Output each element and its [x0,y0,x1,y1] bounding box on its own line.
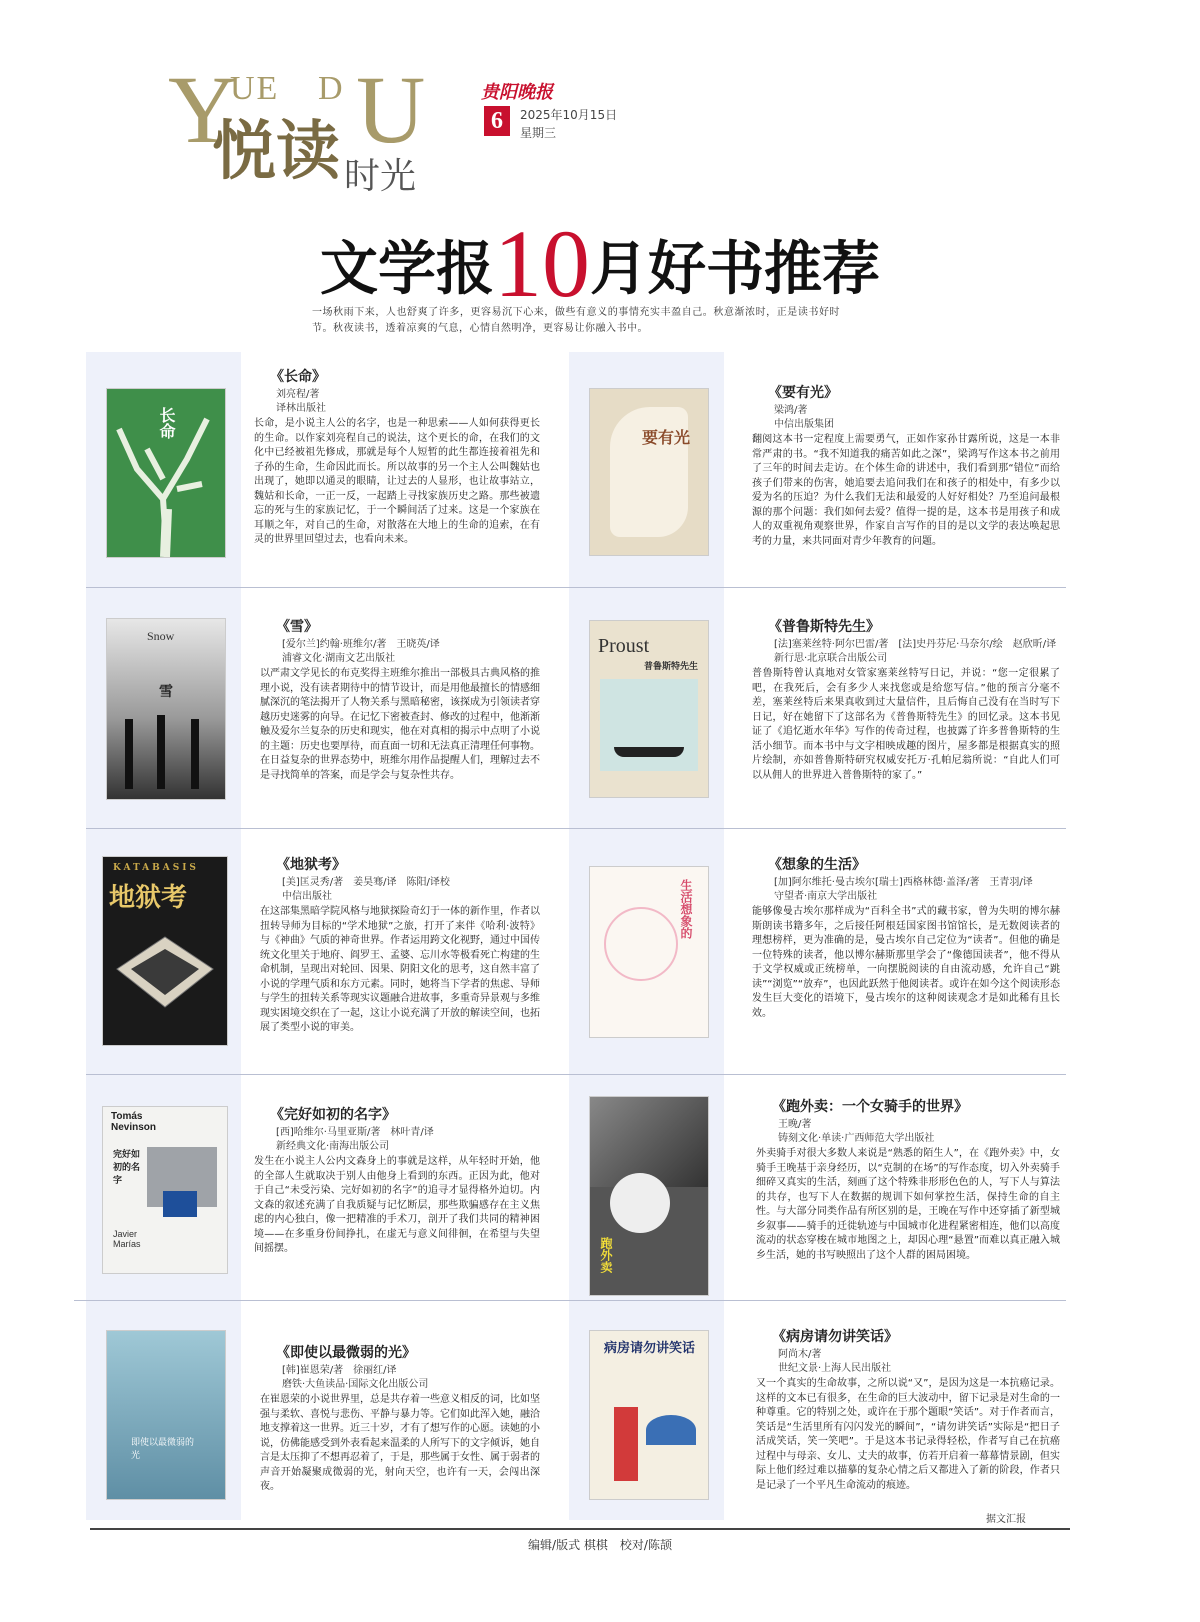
book-description: 在这部集黑暗学院风格与地狱探险奇幻于一体的新作里，作者以扭转导师为目标的“学术地狱”之旅，打开了来伴《哈利·波特》与《神曲》气质的神奇世界。作者运用跨文化视野，通过中国传统文化里关于地府、阎罗王、孟婆、忘川水等极看死亡构建的生命机制，呈现出对轮回、因果、阴阳文化的思考，这自然丰富了小说的学理气质和东方元素。同时，她将当下学者的焦虑、导师与学生的扭转关系等现实议题融合进故事，多重奇异景观与多维现实困境交织在了一起，这让小说充满了开放的解读空间，也拓展了类型小说的审美。 [260,906,540,1033]
cover-tomas-nevinson [102,1106,228,1274]
book-author: 王晚/著 [778,1119,812,1130]
book-description: 能够像曼古埃尔那样成为“百科全书”式的藏书家，曾为失明的博尔赫斯朗读书籍多年，之后接任阿根廷国家图书馆馆长，是无数阅读者的理想榜样，更为准确的是，曼古埃尔自己定位为“读者”。但他的确是一位特殊的读者，他以博尔赫斯那里学会了“像德国读者”，他不得从于文学权威或正统榜单，一向摆脱阅读的自由流动感，允许自己“跳读”“浏览”“放弃”，也因此跃然于他阅读者。或许在如今这个阅读形态发生巨大变化的语境下，曼古埃尔的这种阅读观念才是如此稀有且长效。 [752,906,1060,1019]
book-publisher: 新行思·北京联合出版公司 [774,653,888,664]
book-entry [260,1342,540,1495]
cover-gate-bar [191,719,199,789]
book-author: [美]匡灵秀/著 姜昊骞/译 陈阳/译校 [282,877,450,888]
book-author: [法]塞莱丝特·阿尔巴雷/著 [法]史丹芬尼·马奈尔/绘 赵欣昕/译 [774,639,1057,650]
book-publisher: 磨铁·大鱼读品·国际文化出版公司 [282,1379,429,1390]
book-author: [加]阿尔维托·曼古埃尔[瑞士]西格林德·盖泽/著 王青羽/译 [774,877,1033,888]
book-author: [爱尔兰]约翰·班维尔/著 王晓英/译 [282,639,440,650]
gondola-icon [614,747,684,757]
book-entry [752,382,1060,549]
book-title: 《雪》 [276,619,318,635]
cover-circle-graphic [604,907,678,981]
cover-proust [589,620,709,798]
row-divider [86,828,1066,829]
book-entry [260,616,540,783]
book-publisher: 新经典文化·南海出版公司 [276,1141,390,1152]
book-description: 又一个真实的生命故事，之所以说“又”，是因为这是一本抗癌记录。这样的文本已有很多，在生命的巨大波动中，留下记录是对生命的一种尊重。它的特别之处，或许在于那个题眼“笑话”。对于作者而言，笑话是“生活里所有闪闪发光的瞬间”，“请勿讲笑话”实际是“把日子活成笑话，笑一笑吧”。于是这本书记录得轻松，作者写自己在抗癌过程中与母亲、女儿、丈夫的故事，仿若开启着一幕幕情景剧，但实际上他们经过难以描摹的复杂心情之后又都进入了新的阶段，作者只是记录了一个平凡生命流动的痕迹。 [756,1378,1060,1491]
cover-title-text: 即使以最微弱的光 [131,1438,195,1461]
cover-snow [106,618,226,800]
masthead-shiguang: 时光 [344,156,417,197]
book-publisher: 译林出版社 [276,403,326,414]
cover-blue-block [163,1191,197,1217]
cover-title-text: 要有光 [642,428,691,447]
cover-katabasis [102,856,228,1046]
row-divider [86,587,1066,588]
cover-bed-shape [646,1415,696,1445]
book-title: 《跑外卖：一个女骑手的世界》 [772,1099,968,1115]
masthead-yuedu: 悦读 [212,115,340,189]
labyrinth-tower-icon [103,857,227,1045]
book-description: 翻阅这本书一定程度上需要勇气，正如作家孙甘露所说，这是一本非常严肃的书。“我不知道我的痛苦如此之深”，梁鸿写作这本书之前用了三年的时间去走访。在个体生命的讲述中，我们看到那“错位”而给孩子们带来的伤害，她追要去追问我们在和孩子的相处中，有多少以爱为名的压迫？为什么我们无法和最爱的人好好相处？乃至追问最根源的那个问题：我们如何去爱？值得一提的是，这本书是用孩子和成人的双重视角观察世界，作家自言写作的目的是以文学的表达唤起思考的力量，来共同面对青少年教育的问题。 [752,434,1060,547]
book-entry [752,616,1060,783]
masthead-letter-u: U [356,56,426,163]
cover-gate-bar [125,719,133,789]
footer-rule [90,1528,1070,1530]
cover-faintest-light [106,1330,226,1500]
book-title: 《普鲁斯特先生》 [768,619,880,635]
cover-changming [106,388,226,558]
cover-title-text: 雪 [159,684,173,700]
book-title: 《想象的生活》 [768,857,866,873]
book-publisher: 守望者·南京大学出版社 [774,891,878,902]
cover-venice-illustration [600,679,698,771]
masthead-letter-y: Y [168,56,238,163]
book-publisher: 铸刻文化·单读·广西师范大学出版社 [778,1133,935,1144]
cover-ward-jokes [589,1330,709,1500]
cover-title-en: Proust [598,635,650,657]
book-description: 外卖骑手对很大多数人来说是“熟悉的陌生人”，在《跑外卖》中，女骑手王晚基于亲身经历，以“克制的在场”的写作态度，切入外卖骑手细碎又真实的生活，刻画了这个特殊非形形色色的人，写下人与算法的共存，也写下人在数据的规训下如何掌控生活，保持生命的自主性。与大部分同类作品有所区别的是，王晚在写作中还穿插了新型城乡叙事——骑手的迁徙轨迹与中国城市化进程紧密相连，他们以高度流动的状态穿梭在城市地图之上，却因心理“悬置”而难以真正融入城乡生活，她的书写映照出了这个人群的困局困境。 [756,1148,1060,1261]
masthead-letter-d: D [318,70,343,107]
book-entry [260,854,540,1036]
row-divider [74,1300,1066,1301]
cover-door-shape [614,1407,638,1481]
cover-paowaimai [589,1096,709,1296]
book-entry [756,1326,1060,1493]
cover-title-en: KATABASIS [113,863,199,873]
rider-illustration-icon [610,1173,670,1233]
book-author: 梁鸿/著 [774,405,808,416]
book-description: 发生在小说主人公内文森身上的事就是这样，从年轻时开始，他的全部人生就取决于别人由他身上看到的东西。正因为此，他对于自己“未受污染、完好如初的名字”的追寻才显得格外迫切。内文森的叙述充满了自我质疑与记忆断层，那些欺骗感存在主义焦虑的内心独白，像一把精准的手术刀，剖开了我们共同的精神困境——在多重身份间挣扎，在虚无与意义间徘徊，在希望与失望间摇摆。 [254,1156,540,1254]
cover-gate-bar [157,715,165,789]
masthead-letters-ue: UE [230,70,280,107]
cover-yaoyouguang [589,388,709,556]
cover-title-text: 长命 [157,407,176,439]
book-title: 《完好如初的名字》 [270,1107,396,1123]
book-author: 阿尚木/著 [778,1349,822,1360]
cover-title-en: Tomás Nevinson [111,1111,157,1133]
book-author: [韩]崔恩荣/著 徐丽红/译 [282,1365,397,1376]
cover-subtitle: 普鲁斯特先生 [644,662,699,672]
book-description: 长命，是小说主人公的名字，也是一种思索——人如何获得更长的生命。以作家刘亮程自己的说法，这个更长的命，在我们的文化中已经被祖先修成，那就是每个人短暂的此生都连接着祖先和子孙的生命，生命因此而长。所以故事的另一个主人公叫魏姑也出现了，她即以通灵的眼睛，让过去的人显形，也让故事站立，魏姑和长命，一正一反，一起踏上寻找家族历史之路。那些被遗忘的死与生的家族记忆，于一个瞬间活了过来。这是一个家族在耳顺之年，对自己的生命，对散落在大地上的生命的追索，在有灵的世界里回望过去，也看向未来。 [254,418,540,545]
newspaper-name: 贵阳晚报 [481,82,553,103]
publication-weekday: 星期三 [520,126,557,140]
cover-title-text: 地狱考 [109,883,188,913]
book-entry [254,1104,540,1257]
page-headline [0,208,1200,319]
page-number-badge: 6 [484,106,510,136]
intro-paragraph: 一场秋雨下来，人也舒爽了许多，更容易沉下心来，做些有意义的事情充实丰盈自己。秋意渐浓时，正是读书好时节。秋夜读书，透着凉爽的气息，心情自然明净，更容易让你融入书中。 [312,307,840,334]
book-publisher: 浦睿文化·湖南文艺出版社 [282,653,396,664]
book-title: 《地狱考》 [276,857,346,873]
cover-imagined-life [589,866,709,1038]
book-title: 《要有光》 [768,385,838,401]
headline-month-number: 10 [494,210,590,317]
cover-author-en: Javier Marías [113,1229,141,1249]
book-author: 刘亮程/著 [276,389,320,400]
source-note: 据文汇报 [986,1514,1026,1525]
book-publisher: 中信出版集团 [774,419,834,430]
book-title: 《病房请勿讲笑话》 [772,1329,898,1345]
book-entry [254,366,540,548]
cover-title-text: 生活想象的 [679,879,693,939]
book-description: 以严肃文学见长的布克奖得主班维尔推出一部极具古典风格的推理小说，没有读者期待中的情节设计，而是用他最擅长的情感细腻深沉的笔法揭开了人物关系与黑暗秘密，该探成为引领读者穿越历史迷雾的向导。在记忆下密被查封、修改的过程中，他渐渐触及爱尔兰复杂的历史和现实，他在对真相的揭示中点明了小说的主题：历史也要厚待，而直面一切和无法真正清理任何事物。在日益复杂的世界态势中，班维尔用作品提醒人们，理解过去不是寻找简单的答案，而是学会与复杂性共存。 [260,668,540,781]
book-entry [756,1096,1060,1263]
book-entry [752,854,1060,1021]
book-title: 《长命》 [270,369,326,385]
book-title: 《即使以最微弱的光》 [276,1345,416,1361]
publication-date: 2025年10月15日 [520,108,618,122]
book-publisher: 世纪文景·上海人民出版社 [778,1363,892,1374]
editor-credit: 编辑/版式 棋棋 校对/陈颉 [528,1538,672,1552]
book-author: [西]哈维尔·马里亚斯/著 林叶青/译 [276,1127,434,1138]
cover-title-text: 病房请勿讲笑话 [604,1341,696,1356]
row-divider [86,1074,1066,1075]
cover-title-en: Snow [147,629,175,643]
masthead-logo [168,56,428,197]
book-description: 普鲁斯特曾认真地对女管家塞莱丝特写日记，并说：“您一定很累了吧，在我死后，会有多少人来找您或是给您写信。”他的预言分毫不差，塞莱丝特后来果真收到过大量信件，且后悔自己没有在当时写下日记，好在她留下了这部名为《普鲁斯特先生》的回忆录。这本书见证了《追忆逝水年华》写作的传奇过程，也披露了许多普鲁斯特的生活小细节。而本书中与文字相映成趣的图片，屋多都是根据真实的照片绘制，亦如普鲁斯特研究权威安托万·孔帕尼翁所说：“自此人们可以从佣人的世界进入普鲁斯特的家了。” [752,668,1060,781]
headline-part1: 文学报 [319,234,494,303]
book-description: 在崔恩荣的小说世界里，总是共存着一些意义相反的词，比如坚强与柔软、喜悦与悲伤、平静与暴力等。它们如此浑入她，融洽地支撑着这一世界。近三十岁，才有了想写作的心愿。读她的小说，仿佛能感受到外表看起来温柔的人所写下的文字倾诉，她自言是太压抑了不想再忍着了，于是，那些属于女性、属于弱者的声音开始凝聚成微弱的光，射向天空，也许有一天，会闯出深夜。 [260,1394,540,1492]
headline-part3: 月好书推荐 [590,234,881,303]
book-publisher: 中信出版社 [282,891,332,902]
cover-title-text: 完好如初的名字 [113,1150,141,1186]
cover-title-text: 跑外卖 [599,1237,613,1273]
